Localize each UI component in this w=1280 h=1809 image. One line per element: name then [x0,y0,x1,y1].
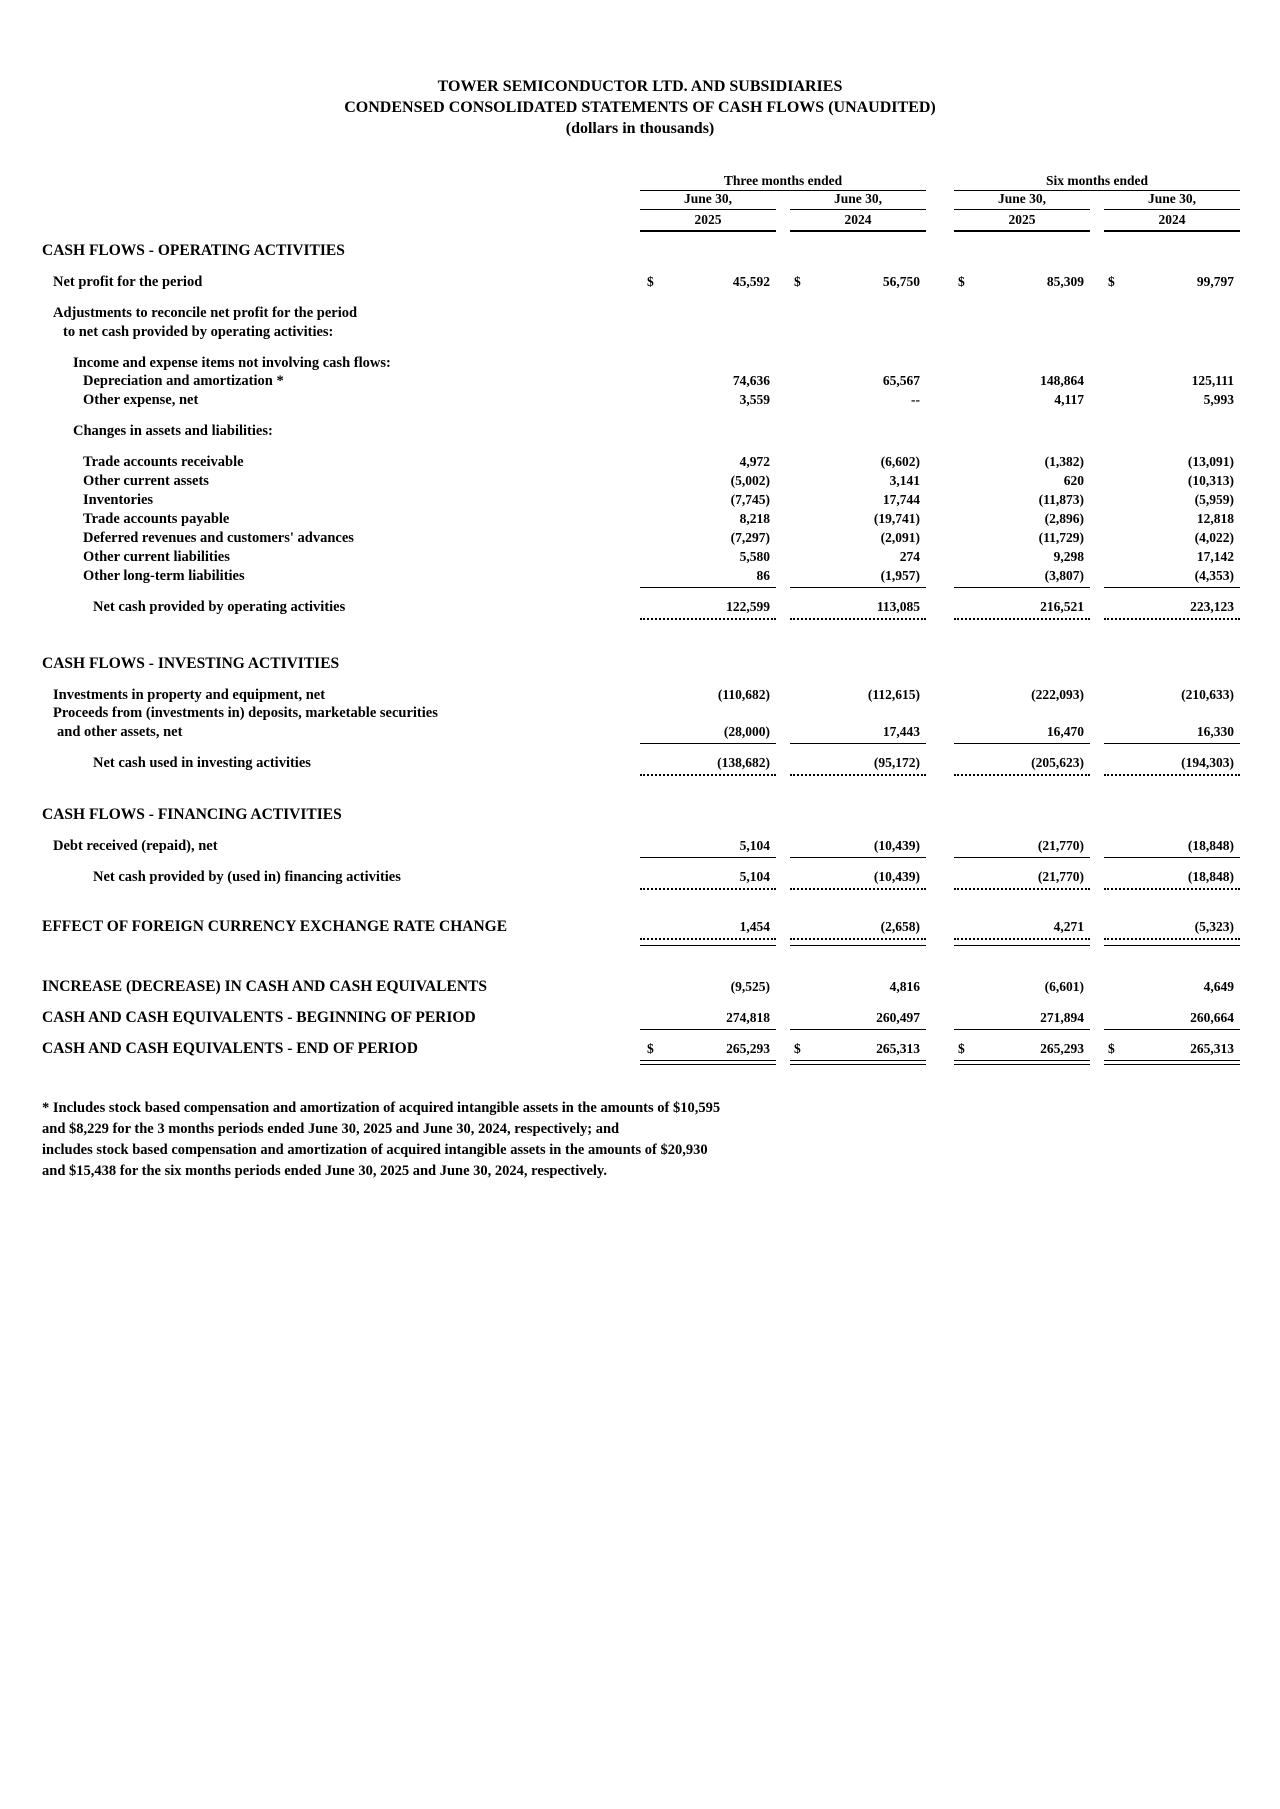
dollar-sign: $ [1108,1041,1115,1056]
value-cell: 17,142 [1196,549,1234,564]
value-cell: (21,770) [1037,838,1084,853]
value-cell: 12,818 [1196,511,1234,526]
value-cell: 4,972 [739,454,770,469]
row-label: Debt received (repaid), net [53,838,218,854]
dollar-sign: $ [958,274,965,289]
value-cell: 4,117 [1054,392,1084,407]
total-rule [640,774,776,776]
value-cell: 3,559 [739,392,770,407]
row-label: Net profit for the period [53,274,203,290]
subtotal-rule [1104,1029,1240,1030]
row-label: Trade accounts receivable [83,454,244,470]
value-cell: (7,745) [730,492,770,507]
total-rule [954,1060,1090,1061]
value-cell: 65,567 [882,373,920,388]
row-label: Depreciation and amortization * [83,373,284,389]
footnote-line: includes stock based compensation and amortization of acquired intangible assets in the amounts of $20,930 [42,1142,708,1158]
total-value: (138,682) [717,755,770,770]
total-rule [640,888,776,890]
total-value: 265,313 [1190,1041,1234,1056]
fx-effect-label: EFFECT OF FOREIGN CURRENCY EXCHANGE RATE CHANGE [42,918,508,935]
total-rule [640,618,776,620]
subheading: Changes in assets and liabilities: [73,423,273,439]
total-rule [790,1064,926,1065]
value-cell: 271,894 [1040,1010,1084,1025]
total-rule [1104,1064,1240,1065]
value-cell: 620 [1063,473,1084,488]
total-rule [1104,618,1240,620]
total-rule [954,1064,1090,1065]
value-cell: 274 [899,549,920,564]
subheading: Income and expense items not involving cash flows: [73,355,391,371]
total-value: 223,123 [1190,599,1234,614]
value-cell: -- [911,392,920,407]
value-cell: 148,864 [1040,373,1084,388]
summary-label: CASH AND CASH EQUIVALENTS - END OF PERIOD [42,1040,418,1057]
value-cell: 4,649 [1203,979,1234,994]
value-cell: 45,592 [732,274,770,289]
total-rule [790,888,926,890]
col-date: June 30, [833,191,882,206]
subtotal-rule [790,1029,926,1030]
subtotal-rule [954,587,1090,588]
value-cell: (10,313) [1187,473,1234,488]
subtotal-rule [954,743,1090,744]
value-cell: (6,601) [1044,979,1084,994]
value-cell: (5,959) [1194,492,1234,507]
total-rule [954,888,1090,890]
col-year: 2024 [1158,212,1186,227]
total-rule [790,938,926,940]
value-cell: (19,741) [873,511,920,526]
subtotal-rule [640,743,776,744]
value-cell: (10,439) [873,838,920,853]
total-value: (205,623) [1031,755,1084,770]
header-rule [954,209,1090,210]
value-cell: (210,633) [1181,687,1234,702]
section-heading-investing: CASH FLOWS - INVESTING ACTIVITIES [42,655,340,672]
header-rule [640,209,776,210]
section-heading-financing: CASH FLOWS - FINANCING ACTIVITIES [42,806,342,823]
value-cell: 5,993 [1203,392,1234,407]
row-label: Adjustments to reconcile net profit for the period [53,305,358,321]
value-cell: (11,873) [1038,492,1084,507]
value-cell: (4,022) [1194,530,1234,545]
total-value: 265,293 [1040,1041,1084,1056]
subtotal-rule [1104,743,1240,744]
row-label: Investments in property and equipment, net [53,687,326,703]
col-year: 2025 [694,212,722,227]
value-cell: 3,141 [889,473,920,488]
value-cell: 4,816 [889,979,920,994]
company-title: TOWER SEMICONDUCTOR LTD. AND SUBSIDIARIES [437,78,843,95]
header-rule [640,230,776,232]
value-cell: (112,615) [867,687,920,702]
value-cell: (2,896) [1044,511,1084,526]
subtotal-rule [1104,857,1240,858]
subtotal-rule [640,587,776,588]
header-rule [1104,230,1240,232]
subtotal-rule [1104,587,1240,588]
value-cell: 56,750 [882,274,920,289]
value-cell: (11,729) [1038,530,1084,545]
three-months-header: Three months ended [723,173,843,188]
total-label: Net cash provided by (used in) financing activities [93,869,401,885]
footnote-line: * Includes stock based compensation and amortization of acquired intangible assets in the amounts of $10,595 [42,1100,721,1116]
dollar-sign: $ [647,1041,654,1056]
total-rule [954,618,1090,620]
total-rule [954,938,1090,940]
value-cell: (1,382) [1044,454,1084,469]
header-rule [1104,209,1240,210]
row-label: Inventories [83,492,154,508]
value-cell: 5,104 [739,838,770,853]
value-cell: (110,682) [717,687,770,702]
total-rule [790,618,926,620]
value-cell: 4,271 [1053,919,1084,934]
total-value: (18,848) [1187,869,1234,884]
total-value: (95,172) [873,755,920,770]
value-cell: 260,497 [876,1010,920,1025]
total-rule [1104,945,1240,946]
total-value: 265,313 [876,1041,920,1056]
value-cell: (13,091) [1187,454,1234,469]
subtotal-rule [954,1029,1090,1030]
header-rule [790,230,926,232]
value-cell: (1,957) [880,568,920,583]
footnote-line: and $8,229 for the 3 months periods ended June 30, 2025 and June 30, 2024, respectively; and [42,1121,620,1137]
total-rule [1104,938,1240,940]
total-rule [790,1060,926,1061]
subtotal-rule [954,857,1090,858]
subtotal-rule [790,587,926,588]
total-rule [954,774,1090,776]
total-rule [640,938,776,940]
total-value: (10,439) [873,869,920,884]
summary-label: CASH AND CASH EQUIVALENTS - BEGINNING OF PERIOD [42,1009,476,1026]
row-label: Other expense, net [83,392,199,408]
total-rule [1104,1060,1240,1061]
value-cell: 1,454 [739,919,770,934]
total-value: 122,599 [726,599,770,614]
statement-title: CONDENSED CONSOLIDATED STATEMENTS OF CASH FLOWS (UNAUDITED) [344,99,936,116]
value-cell: 9,298 [1053,549,1084,564]
col-year: 2024 [844,212,872,227]
value-cell: 5,580 [739,549,770,564]
value-cell: (9,525) [730,979,770,994]
dollar-sign: $ [1108,274,1115,289]
row-label: Trade accounts payable [83,511,230,527]
value-cell: 17,443 [882,724,920,739]
row-label: Other long-term liabilities [83,568,245,584]
value-cell: 86 [756,568,770,583]
value-cell: (2,658) [880,919,920,934]
footnote-line: and $15,438 for the six months periods ended June 30, 2025 and June 30, 2024, respectively. [42,1163,608,1179]
total-rule [790,945,926,946]
value-cell: (2,091) [880,530,920,545]
subtotal-rule [790,743,926,744]
col-year: 2025 [1008,212,1036,227]
section-heading-operating: CASH FLOWS - OPERATING ACTIVITIES [42,242,345,259]
value-cell: 125,111 [1191,373,1234,388]
dollar-sign: $ [794,274,801,289]
value-cell: 16,470 [1046,724,1084,739]
total-rule [640,1064,776,1065]
dollar-sign: $ [794,1041,801,1056]
row-label: to net cash provided by operating activities: [63,324,334,340]
total-value: 216,521 [1040,599,1084,614]
row-label: Deferred revenues and customers' advances [83,530,354,546]
value-cell: 99,797 [1196,274,1234,289]
col-date: June 30, [683,191,732,206]
value-cell: (4,353) [1194,568,1234,583]
value-cell: 17,744 [882,492,920,507]
row-label: and other assets, net [57,724,183,740]
subtotal-rule [790,857,926,858]
value-cell: (28,000) [723,724,770,739]
value-cell: 274,818 [726,1010,770,1025]
value-cell: 8,218 [739,511,770,526]
total-rule [1104,888,1240,890]
units-note: (dollars in thousands) [565,120,715,137]
row-label: Proceeds from (investments in) deposits, marketable securities [53,705,438,721]
value-cell: (222,093) [1031,687,1084,702]
col-date: June 30, [1147,191,1196,206]
value-cell: 260,664 [1190,1010,1234,1025]
total-value: 265,293 [726,1041,770,1056]
row-label: Other current assets [83,473,209,489]
value-cell: (5,323) [1194,919,1234,934]
total-value: (21,770) [1037,869,1084,884]
total-rule [640,1060,776,1061]
total-value: 5,104 [739,869,770,884]
value-cell: (3,807) [1044,568,1084,583]
header-rule [954,230,1090,232]
total-value: (194,303) [1181,755,1234,770]
total-rule [1104,774,1240,776]
total-rule [640,945,776,946]
row-label: Other current liabilities [83,549,230,565]
subtotal-rule [640,857,776,858]
value-cell: (5,002) [730,473,770,488]
value-cell: 16,330 [1196,724,1234,739]
subtotal-rule [640,1029,776,1030]
col-date: June 30, [997,191,1046,206]
total-label: Net cash used in investing activities [93,755,311,771]
summary-label: INCREASE (DECREASE) IN CASH AND CASH EQUIVALENTS [42,978,488,995]
total-value: 113,085 [876,599,920,614]
value-cell: 74,636 [732,373,770,388]
total-rule [954,945,1090,946]
value-cell: (7,297) [730,530,770,545]
total-label: Net cash provided by operating activities [93,599,346,615]
value-cell: 85,309 [1046,274,1084,289]
dollar-sign: $ [647,274,654,289]
value-cell: (6,602) [880,454,920,469]
dollar-sign: $ [958,1041,965,1056]
six-months-header: Six months ended [1045,173,1149,188]
total-rule [790,774,926,776]
header-rule [790,209,926,210]
value-cell: (18,848) [1187,838,1234,853]
